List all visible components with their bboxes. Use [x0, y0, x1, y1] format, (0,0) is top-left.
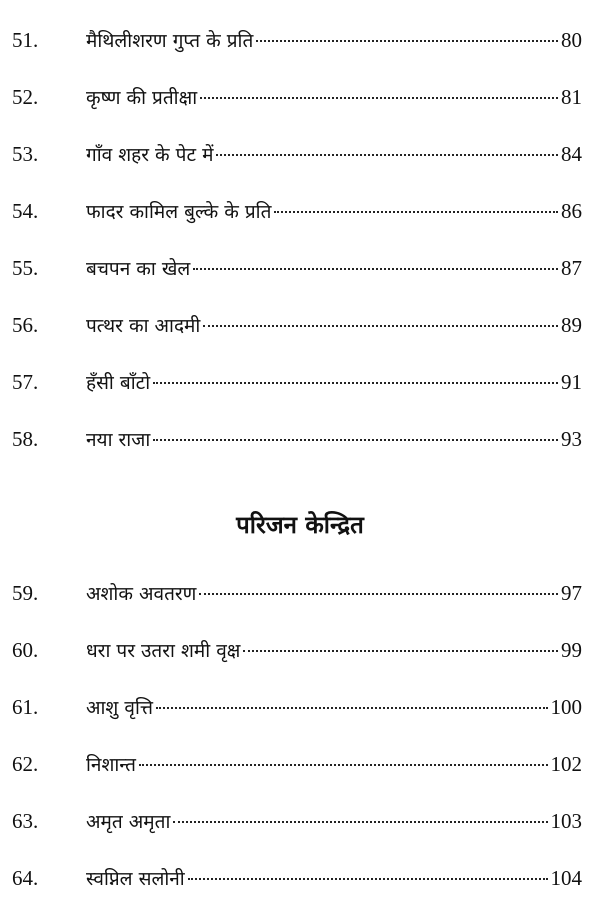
toc-entry	[0, 183, 600, 240]
entry-page-number: 80	[561, 28, 582, 52]
dot-leader	[199, 593, 558, 595]
dot-leader	[274, 211, 558, 213]
toc-entry	[0, 69, 600, 126]
entry-number: 64.	[12, 866, 39, 890]
toc-entry	[0, 411, 600, 468]
entry-title: गाँव शहर के पेट में	[86, 144, 214, 166]
entry-title: बचपन का खेल	[86, 258, 191, 280]
dot-leader	[216, 154, 558, 156]
toc-list-bottom	[0, 565, 600, 907]
entry-number: 60.	[12, 638, 39, 662]
entry-number: 52.	[12, 85, 39, 109]
entry-title: आशु वृत्ति	[86, 697, 153, 719]
entry-number: 58.	[12, 427, 39, 451]
toc-entry	[0, 126, 600, 183]
entry-number: 63.	[12, 809, 39, 833]
entry-number: 53.	[12, 142, 39, 166]
toc-entry	[0, 297, 600, 354]
entry-number: 57.	[12, 370, 39, 394]
entry-page-number: 97	[561, 581, 582, 605]
entry-page-number: 81	[561, 85, 582, 109]
entry-title: अशोक अवतरण	[86, 583, 197, 605]
toc-entry	[0, 240, 600, 297]
toc-entry	[0, 679, 600, 736]
dot-leader	[173, 821, 547, 823]
entry-number: 54.	[12, 199, 39, 223]
dot-leader	[156, 707, 548, 709]
toc-entry	[0, 736, 600, 793]
entry-number: 56.	[12, 313, 39, 337]
entry-title: धरा पर उतरा शमी वृक्ष	[86, 640, 241, 662]
entry-number: 59.	[12, 581, 39, 605]
entry-page-number: 99	[561, 638, 582, 662]
entry-title: फादर कामिल बुल्के के प्रति	[86, 201, 272, 223]
entry-page-number: 89	[561, 313, 582, 337]
entry-title: पत्थर का आदमी	[86, 315, 201, 337]
dot-leader	[203, 325, 558, 327]
dot-leader	[193, 268, 558, 270]
entry-title: हँसी बाँटो	[86, 372, 151, 394]
entry-page-number: 103	[550, 809, 582, 833]
entry-number: 62.	[12, 752, 39, 776]
toc-entry	[0, 622, 600, 679]
dot-leader	[243, 650, 558, 652]
section-heading: परिजन केन्द्रित	[236, 511, 364, 539]
toc-entry	[0, 12, 600, 69]
entry-title: निशान्त	[86, 754, 136, 776]
entry-page-number: 104	[550, 866, 582, 890]
dot-leader	[153, 382, 558, 384]
entry-title: नया राजा	[86, 429, 151, 451]
entry-title: मैथिलीशरण गुप्त के प्रति	[86, 30, 254, 52]
entry-page-number: 100	[550, 695, 582, 719]
entry-page-number: 91	[561, 370, 582, 394]
toc-entry	[0, 793, 600, 850]
dot-leader	[188, 878, 548, 880]
entry-title: स्वप्निल सलोनी	[86, 868, 185, 890]
toc-entry	[0, 850, 600, 907]
dot-leader	[153, 439, 558, 441]
entry-page-number: 102	[550, 752, 582, 776]
entry-page-number: 93	[561, 427, 582, 451]
entry-page-number: 87	[561, 256, 582, 280]
entry-number: 61.	[12, 695, 39, 719]
entry-number: 51.	[12, 28, 39, 52]
dot-leader	[139, 764, 548, 766]
entry-page-number: 84	[561, 142, 582, 166]
entry-page-number: 86	[561, 199, 582, 223]
entry-number: 55.	[12, 256, 39, 280]
toc-entry	[0, 565, 600, 622]
dot-leader	[200, 97, 558, 99]
toc-entry	[0, 354, 600, 411]
entry-title: अमृत अमृता	[86, 811, 171, 833]
entry-title: कृष्ण की प्रतीक्षा	[86, 87, 198, 109]
dot-leader	[256, 40, 558, 42]
toc-list-top	[0, 12, 600, 468]
